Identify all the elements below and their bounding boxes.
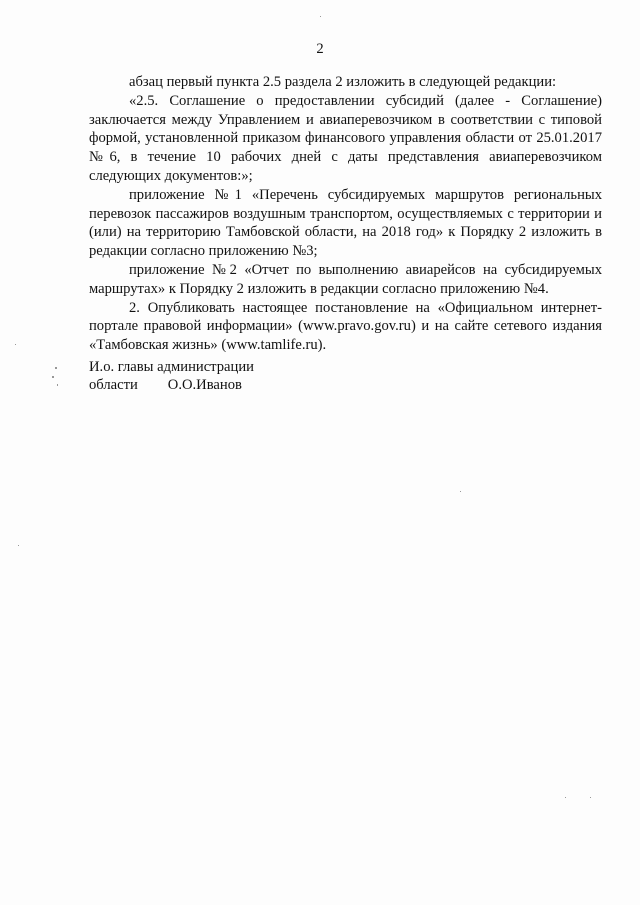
scan-speck — [55, 367, 57, 369]
scan-speck — [57, 384, 58, 386]
paragraph-3: приложение №1 «Перечень субсидируемых маршрутов региональных перевозок пассажиров воздушным транспортом, осуществляемых с территории и (или) на территорию Тамбовской области, на 2018 год» к Порядку 2 изложить в редакции согласно приложению №3; — [89, 186, 602, 260]
paragraph-4: приложение №2 «Отчет по выполнению авиарейсов на субсидируемых маршрутах» к Порядку 2 изложить в редакции согласно приложению №4. — [89, 261, 602, 297]
scan-speck — [18, 545, 19, 546]
scan-speck — [52, 376, 54, 378]
paragraph-2: «2.5. Соглашение о предоставлении субсидий (далее - Соглашение) заключается между Управлением и авиаперевозчиком в соответствии с типовой формой, установленной приказом финансового управления области от 25.01.2017 №6, в течение 10 рабочих дней с даты представления авиаперевозчиком следующих документов:»; — [89, 92, 602, 184]
document-body — [89, 73, 602, 355]
scan-speck — [320, 16, 321, 17]
page-number: 2 — [316, 41, 324, 57]
paragraph-5: 2. Опубликовать настоящее постановление на «Официальном интернет-портале правовой информации» (www.pravo.gov.ru) и на сайте сетевого издания «Тамбовская жизнь» (www.tamlife.ru). — [89, 299, 602, 354]
signature-name: О.О.Иванов — [167, 377, 242, 393]
signature-line-2 — [89, 376, 409, 394]
scan-speck — [15, 344, 16, 345]
signature-region: области — [89, 377, 138, 393]
scan-speck — [590, 797, 591, 798]
scan-speck — [460, 491, 461, 492]
signature-title: И.о. главы администрации — [89, 359, 254, 375]
signature-block — [89, 358, 409, 394]
paragraph-1: абзац первый пункта 2.5 раздела 2 изложить в следующей редакции: — [129, 74, 557, 90]
scan-speck — [565, 797, 566, 798]
